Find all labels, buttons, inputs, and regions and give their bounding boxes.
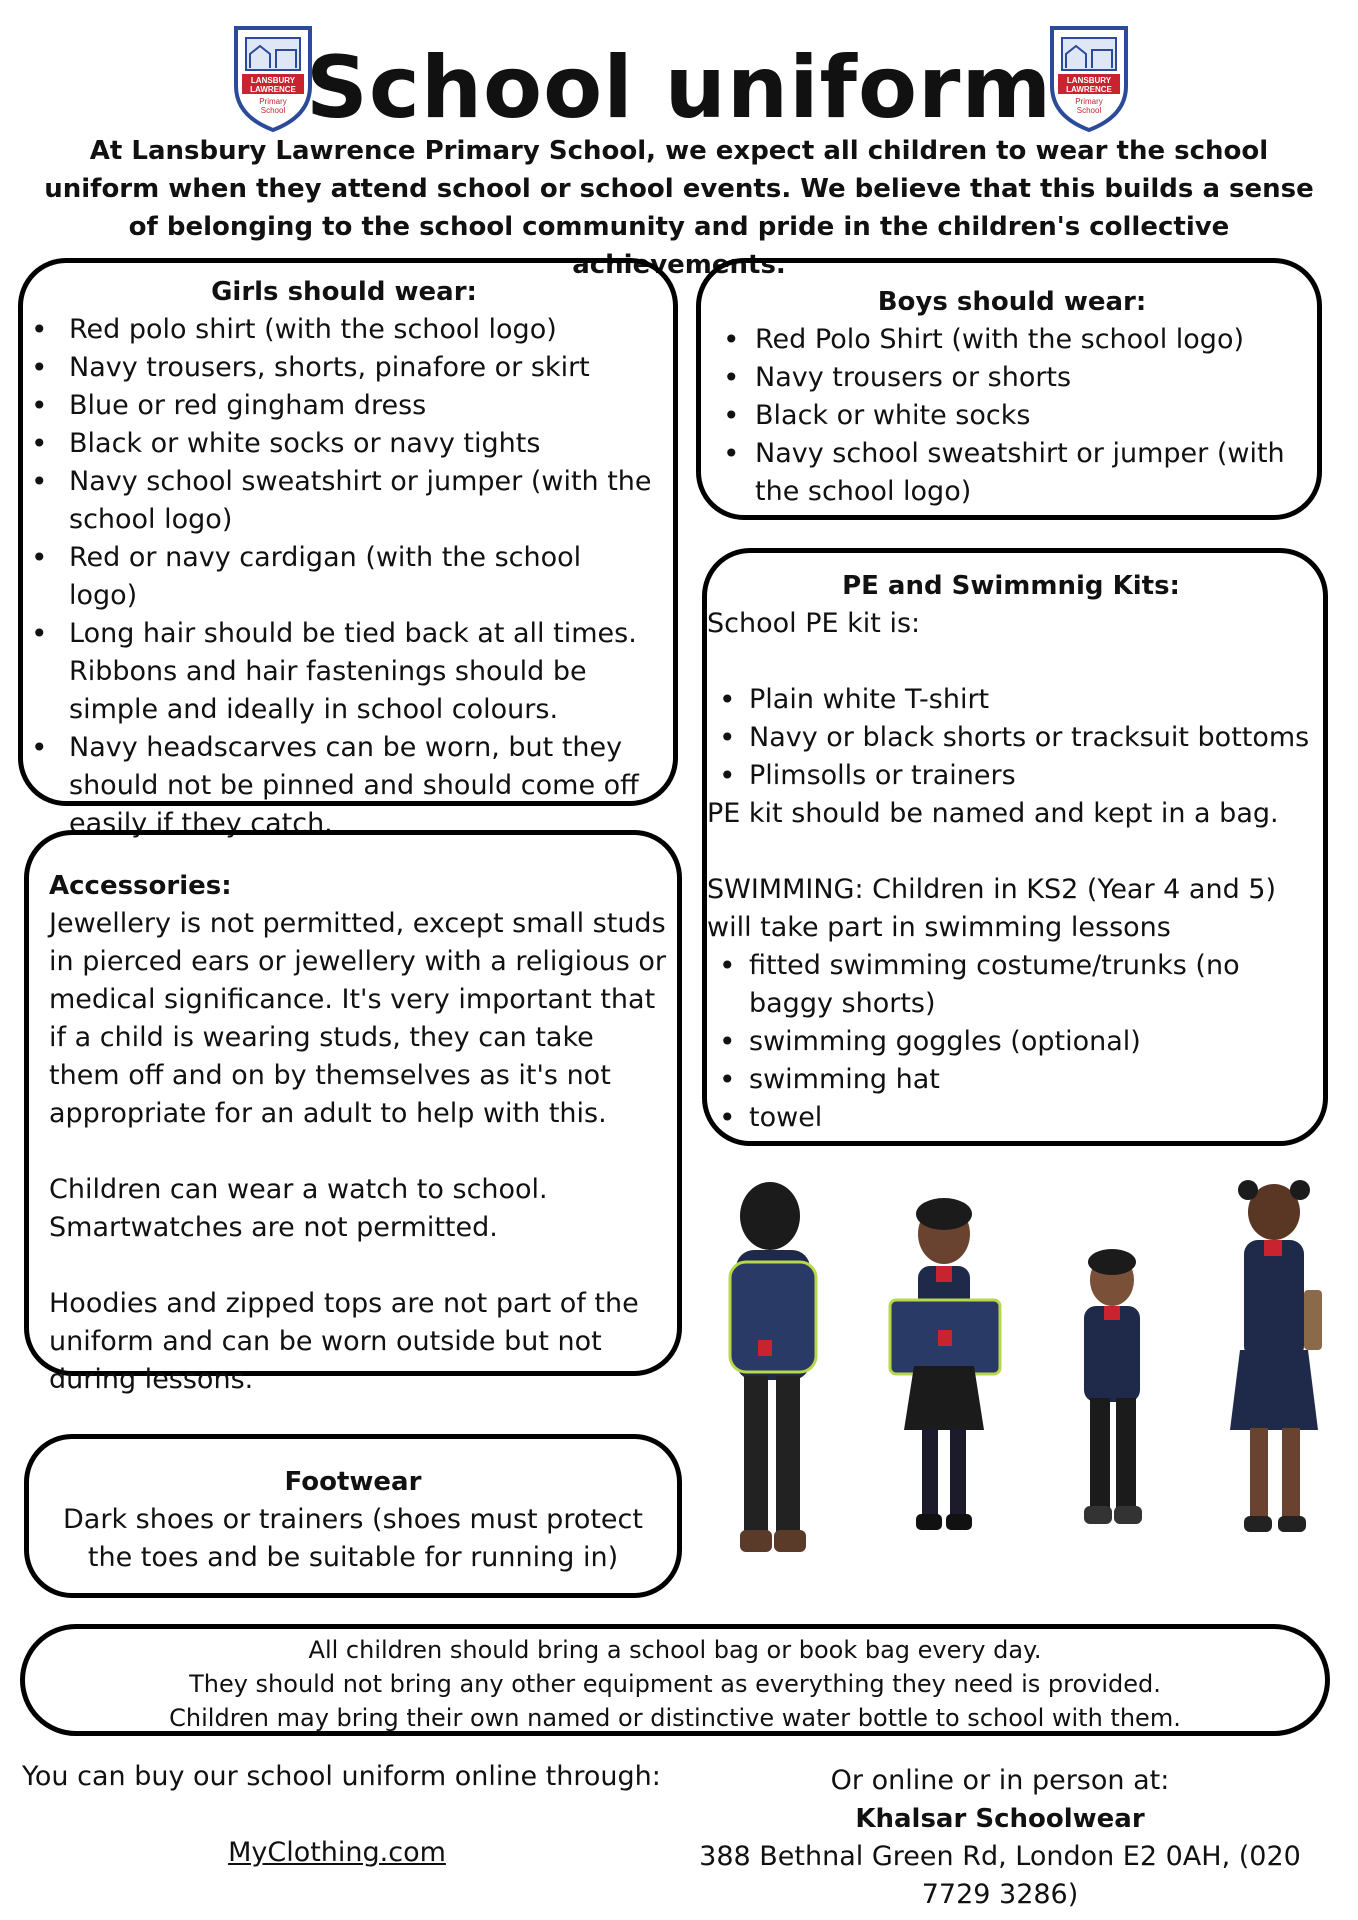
girls-heading: Girls should wear: — [211, 277, 477, 307]
list-item: • Red Polo Shirt (with the school logo) — [715, 321, 1309, 359]
buy-online-text: You can buy our school uniform online through: — [22, 1761, 661, 1792]
list-item: • Plain white T-shirt — [707, 681, 1315, 719]
girls-uniform-box — [18, 258, 678, 839]
myclothing-link[interactable]: MyClothing.com — [228, 1837, 446, 1868]
bag-note-line: Children may bring their own named or distinctive water bottle to school with them. — [169, 1704, 1181, 1732]
children-in-uniform-image — [700, 1170, 1340, 1610]
child-bookbag-figure — [890, 1198, 1000, 1530]
list-item: • swimming goggles (optional) — [707, 1023, 1315, 1061]
svg-text:LANSBURY: LANSBURY — [250, 76, 296, 85]
shop-name: Khalsar Schoolwear — [855, 1804, 1145, 1834]
child-boy-figure — [1084, 1249, 1142, 1524]
svg-text:Primary: Primary — [1075, 97, 1103, 106]
list-item: • Black or white socks — [715, 397, 1309, 435]
shop-intro-text: Or online or in person at: — [830, 1765, 1170, 1796]
list-item: • Red or navy cardigan (with the school logo) — [31, 539, 657, 615]
bag-note-line: All children should bring a school bag or book bag every day. — [308, 1636, 1042, 1664]
child-girl-figure — [1230, 1180, 1322, 1532]
list-item: • swimming hat — [707, 1061, 1315, 1099]
svg-text:LANSBURY: LANSBURY — [1066, 76, 1112, 85]
list-item: • Navy trousers, shorts, pinafore or skirt — [31, 349, 657, 387]
accessories-watch: Children can wear a watch to school. Smartwatches are not permitted. — [49, 1174, 548, 1243]
pe-intro: School PE kit is: — [707, 608, 921, 639]
list-item: • towel — [707, 1099, 1315, 1137]
footwear-heading: Footwear — [284, 1467, 422, 1497]
list-item: • Black or white socks or navy tights — [31, 425, 657, 463]
bag-note-box — [20, 1624, 1330, 1736]
page-title: School uniform — [305, 38, 1053, 138]
list-item: • Blue or red gingham dress — [31, 387, 657, 425]
boys-uniform-box — [696, 258, 1322, 520]
svg-text:Primary: Primary — [259, 97, 287, 106]
svg-text:LAWRENCE: LAWRENCE — [1066, 85, 1112, 94]
list-item: • Navy school sweatshirt or jumper (with the school logo) — [715, 435, 1309, 511]
svg-text:School: School — [260, 106, 286, 115]
accessories-heading: Accessories: — [49, 871, 232, 901]
list-item: • Long hair should be tied back at all times. Ribbons and hair fastenings should be simple and ideally in school colours. — [31, 615, 657, 729]
list-item: • Navy school sweatshirt or jumper (with the school logo) — [31, 463, 657, 539]
pe-heading: PE and Swimmnig Kits: — [842, 571, 1180, 601]
svg-text:School: School — [1076, 106, 1102, 115]
list-item: • Plimsolls or trainers — [707, 757, 1315, 795]
bag-note-line: They should not bring any other equipment as everything they need is provided. — [189, 1670, 1161, 1698]
boys-heading: Boys should wear: — [877, 287, 1147, 317]
pe-note: PE kit should be named and kept in a bag. — [707, 798, 1279, 829]
accessories-hoodies: Hoodies and zipped tops are not part of the uniform and can be worn outside but not during lessons. — [49, 1288, 639, 1395]
pe-kit-box — [702, 548, 1328, 1146]
boys-list — [715, 321, 1309, 511]
accessories-jewellery: Jewellery is not permitted, except small studs in pierced ears or jewellery with a religious or medical significance. It's very important that if a child is wearing studs, they can take them off and on by themselves as it's not appropriate for an adult to help with this. — [49, 908, 666, 1129]
intro-text: At Lansbury Lawrence Primary School, we expect all children to wear the school uniform when they attend school or school events. We believe that this builds a sense of belonging to the school community and pride in the children's collective achievements. — [44, 136, 1314, 280]
list-item: • Navy or black shorts or tracksuit bottoms — [707, 719, 1315, 757]
girls-list — [31, 311, 657, 843]
child-backpack-figure — [730, 1182, 816, 1552]
list-item: • fitted swimming costume/trunks (no baggy shorts) — [707, 947, 1315, 1023]
shop-address: 388 Bethnal Green Rd, London E2 0AH, (020 7729 3286) — [699, 1841, 1301, 1910]
accessories-box — [24, 830, 682, 1395]
list-item: • Navy headscarves can be worn, but they should not be pinned and should come off easily if they catch. — [31, 729, 657, 843]
svg-text:LAWRENCE: LAWRENCE — [250, 85, 296, 94]
list-item: • Navy trousers or shorts — [715, 359, 1309, 397]
swimming-intro: SWIMMING: Children in KS2 (Year 4 and 5) will take part in swimming lessons — [707, 874, 1277, 943]
list-item: • Red polo shirt (with the school logo) — [31, 311, 657, 349]
footwear-text: Dark shoes or trainers (shoes must protect the toes and be suitable for running in) — [63, 1504, 643, 1573]
pe-list — [707, 681, 1315, 795]
footwear-box — [24, 1434, 682, 1598]
swimming-list — [707, 947, 1315, 1137]
